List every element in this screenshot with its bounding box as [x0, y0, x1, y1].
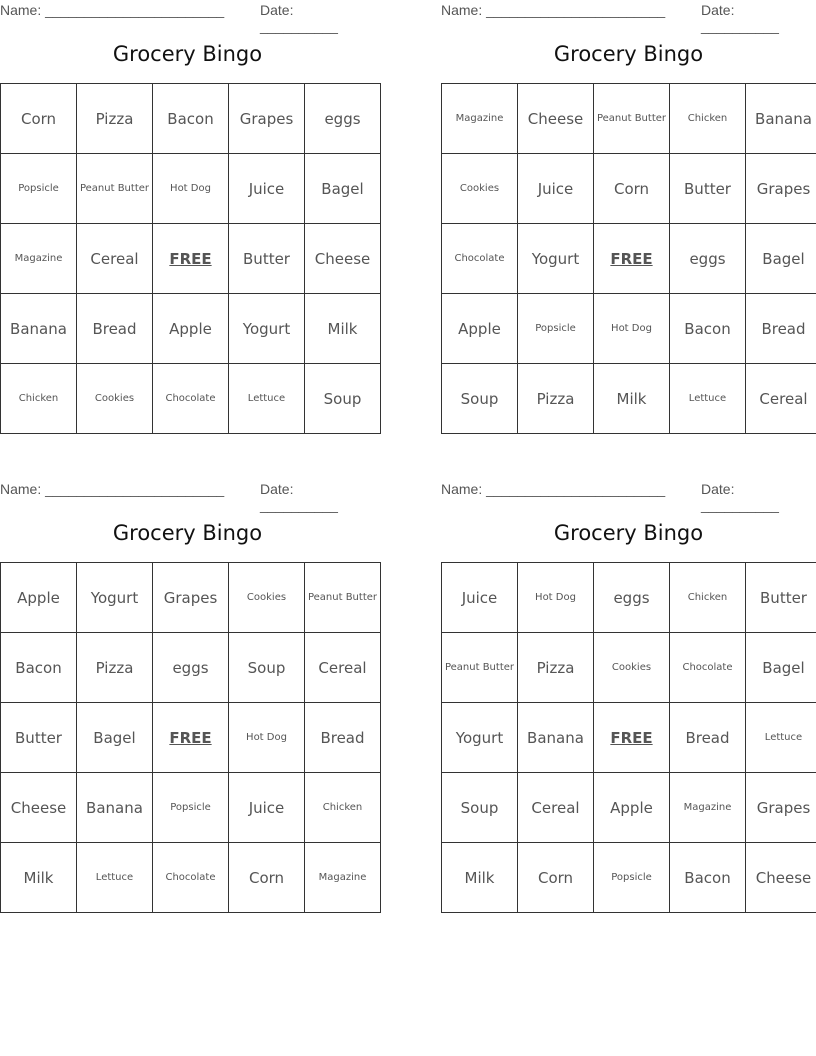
bingo-row: [1, 154, 381, 224]
bingo-cell[interactable]: Milk: [594, 364, 670, 434]
bingo-cell[interactable]: Magazine: [305, 843, 381, 913]
bingo-cell[interactable]: Yogurt: [229, 294, 305, 364]
bingo-cell[interactable]: Yogurt: [77, 563, 153, 633]
bingo-cell[interactable]: Milk: [305, 294, 381, 364]
bingo-cell[interactable]: Chicken: [670, 84, 746, 154]
bingo-cell[interactable]: Chicken: [1, 364, 77, 434]
bingo-cell[interactable]: Hot Dog: [594, 294, 670, 364]
bingo-row: [442, 154, 816, 224]
free-space-cell[interactable]: FREE: [153, 224, 229, 294]
bingo-grid: [0, 83, 381, 434]
bingo-row: [442, 773, 816, 843]
bingo-cell[interactable]: Cereal: [305, 633, 381, 703]
name-field[interactable]: Name: _______________________: [441, 481, 666, 497]
bingo-grid: [441, 562, 816, 913]
bingo-row: [1, 843, 381, 913]
bingo-row: [1, 633, 381, 703]
bingo-row: [1, 703, 381, 773]
bingo-cell[interactable]: Grapes: [229, 84, 305, 154]
bingo-row: [1, 364, 381, 434]
bingo-cell[interactable]: Apple: [442, 294, 518, 364]
bingo-cell[interactable]: Peanut Butter: [594, 84, 670, 154]
bingo-cell[interactable]: Pizza: [77, 633, 153, 703]
bingo-cell[interactable]: Grapes: [746, 773, 816, 843]
bingo-cell[interactable]: Lettuce: [229, 364, 305, 434]
bingo-card-2: [441, 0, 816, 408]
bingo-cell[interactable]: Banana: [77, 773, 153, 843]
bingo-cell[interactable]: Butter: [1, 703, 77, 773]
bingo-cell[interactable]: Corn: [594, 154, 670, 224]
bingo-cell[interactable]: Popsicle: [518, 294, 594, 364]
bingo-cell[interactable]: Lettuce: [670, 364, 746, 434]
bingo-cell[interactable]: Corn: [518, 843, 594, 913]
bingo-row: [442, 294, 816, 364]
bingo-cell[interactable]: Magazine: [670, 773, 746, 843]
bingo-cell[interactable]: Cereal: [77, 224, 153, 294]
bingo-cell[interactable]: Bagel: [305, 154, 381, 224]
bingo-cell[interactable]: Chicken: [670, 563, 746, 633]
date-field[interactable]: Date: __________: [701, 2, 779, 34]
bingo-cell[interactable]: eggs: [153, 633, 229, 703]
bingo-cell[interactable]: Apple: [1, 563, 77, 633]
free-space-cell[interactable]: FREE: [594, 703, 670, 773]
bingo-cell[interactable]: Hot Dog: [153, 154, 229, 224]
bingo-cell[interactable]: Pizza: [77, 84, 153, 154]
bingo-cell[interactable]: Bacon: [670, 294, 746, 364]
date-field[interactable]: Date: __________: [701, 481, 779, 513]
bingo-cell[interactable]: Bread: [77, 294, 153, 364]
bingo-cell[interactable]: Pizza: [518, 633, 594, 703]
bingo-row: [1, 773, 381, 843]
bingo-cell[interactable]: Butter: [746, 563, 816, 633]
bingo-cell[interactable]: Bread: [746, 294, 816, 364]
name-field[interactable]: Name: _______________________: [0, 2, 225, 18]
bingo-row: [442, 843, 816, 913]
bingo-cell[interactable]: Cheese: [305, 224, 381, 294]
bingo-cell[interactable]: Grapes: [746, 154, 816, 224]
bingo-row: [1, 84, 381, 154]
bingo-cell[interactable]: Milk: [1, 843, 77, 913]
free-space-cell[interactable]: FREE: [594, 224, 670, 294]
free-space-cell[interactable]: FREE: [153, 703, 229, 773]
bingo-cell[interactable]: Juice: [518, 154, 594, 224]
card-header: [441, 0, 816, 34]
card-title: Grocery Bingo: [553, 42, 704, 66]
date-field[interactable]: Date: __________: [260, 2, 338, 34]
bingo-cell[interactable]: Hot Dog: [518, 563, 594, 633]
bingo-grid: [441, 83, 816, 434]
bingo-row: [442, 224, 816, 294]
bingo-cell[interactable]: Peanut Butter: [305, 563, 381, 633]
bingo-cell[interactable]: Juice: [229, 773, 305, 843]
bingo-cell[interactable]: Bread: [305, 703, 381, 773]
bingo-cell[interactable]: eggs: [305, 84, 381, 154]
bingo-row: [442, 84, 816, 154]
bingo-cell[interactable]: eggs: [594, 563, 670, 633]
card-title: Grocery Bingo: [112, 42, 263, 66]
bingo-cell[interactable]: Chicken: [305, 773, 381, 843]
bingo-cell[interactable]: Bread: [670, 703, 746, 773]
bingo-cell[interactable]: Cereal: [746, 364, 816, 434]
bingo-cell[interactable]: Cookies: [77, 364, 153, 434]
bingo-cell[interactable]: Juice: [229, 154, 305, 224]
bingo-cell[interactable]: Cheese: [518, 84, 594, 154]
bingo-cell[interactable]: Magazine: [442, 84, 518, 154]
bingo-cell[interactable]: Juice: [442, 563, 518, 633]
bingo-cell[interactable]: Cheese: [746, 843, 816, 913]
bingo-cell[interactable]: Peanut Butter: [77, 154, 153, 224]
bingo-row: [442, 364, 816, 434]
bingo-row: [442, 633, 816, 703]
bingo-row: [442, 563, 816, 633]
bingo-cell[interactable]: Butter: [670, 154, 746, 224]
card-title: Grocery Bingo: [112, 521, 263, 545]
bingo-cell[interactable]: Bagel: [746, 633, 816, 703]
bingo-cell[interactable]: Lettuce: [77, 843, 153, 913]
bingo-cell[interactable]: Bacon: [670, 843, 746, 913]
bingo-cell[interactable]: Hot Dog: [229, 703, 305, 773]
bingo-cell[interactable]: Popsicle: [594, 843, 670, 913]
bingo-cell[interactable]: Corn: [229, 843, 305, 913]
bingo-row: [1, 224, 381, 294]
bingo-cell[interactable]: Chocolate: [153, 843, 229, 913]
bingo-grid: [0, 562, 381, 913]
bingo-card-1: [0, 0, 375, 408]
bingo-cell[interactable]: Banana: [1, 294, 77, 364]
bingo-cell[interactable]: Soup: [442, 773, 518, 843]
bingo-row: [1, 294, 381, 364]
bingo-cell[interactable]: Peanut Butter: [442, 633, 518, 703]
card-header: [0, 0, 375, 34]
bingo-cell[interactable]: Soup: [305, 364, 381, 434]
bingo-cell[interactable]: Apple: [594, 773, 670, 843]
bingo-cell[interactable]: Magazine: [1, 224, 77, 294]
name-field[interactable]: Name: _______________________: [0, 481, 225, 497]
bingo-cell[interactable]: Soup: [442, 364, 518, 434]
bingo-cell[interactable]: Yogurt: [518, 224, 594, 294]
bingo-cell[interactable]: Milk: [442, 843, 518, 913]
bingo-cell[interactable]: Butter: [229, 224, 305, 294]
bingo-cell[interactable]: Grapes: [153, 563, 229, 633]
bingo-cell[interactable]: Popsicle: [1, 154, 77, 224]
bingo-cell[interactable]: eggs: [670, 224, 746, 294]
card-header: [0, 479, 375, 513]
bingo-row: [442, 703, 816, 773]
name-field[interactable]: Name: _______________________: [441, 2, 666, 18]
bingo-cell[interactable]: Corn: [1, 84, 77, 154]
bingo-cell[interactable]: Bacon: [1, 633, 77, 703]
bingo-cell[interactable]: Cereal: [518, 773, 594, 843]
bingo-cell[interactable]: Soup: [229, 633, 305, 703]
bingo-cell[interactable]: Apple: [153, 294, 229, 364]
bingo-card-3: [0, 479, 378, 887]
bingo-cell[interactable]: Banana: [746, 84, 816, 154]
bingo-card-4: [441, 479, 816, 887]
card-title: Grocery Bingo: [553, 521, 704, 545]
bingo-cell[interactable]: Cookies: [442, 154, 518, 224]
bingo-cell[interactable]: Bagel: [77, 703, 153, 773]
bingo-cell[interactable]: Bacon: [153, 84, 229, 154]
date-field[interactable]: Date: __________: [260, 481, 338, 513]
bingo-cell[interactable]: Chocolate: [670, 633, 746, 703]
bingo-cell[interactable]: Chocolate: [153, 364, 229, 434]
bingo-cell[interactable]: Popsicle: [153, 773, 229, 843]
bingo-cell[interactable]: Cookies: [229, 563, 305, 633]
bingo-cell[interactable]: Bagel: [746, 224, 816, 294]
bingo-cell[interactable]: Chocolate: [442, 224, 518, 294]
bingo-row: [1, 563, 381, 633]
bingo-cell[interactable]: Pizza: [518, 364, 594, 434]
card-header: [441, 479, 816, 513]
bingo-cell[interactable]: Cookies: [594, 633, 670, 703]
bingo-cell[interactable]: Yogurt: [442, 703, 518, 773]
bingo-cell[interactable]: Banana: [518, 703, 594, 773]
bingo-cell[interactable]: Cheese: [1, 773, 77, 843]
bingo-cell[interactable]: Lettuce: [746, 703, 816, 773]
